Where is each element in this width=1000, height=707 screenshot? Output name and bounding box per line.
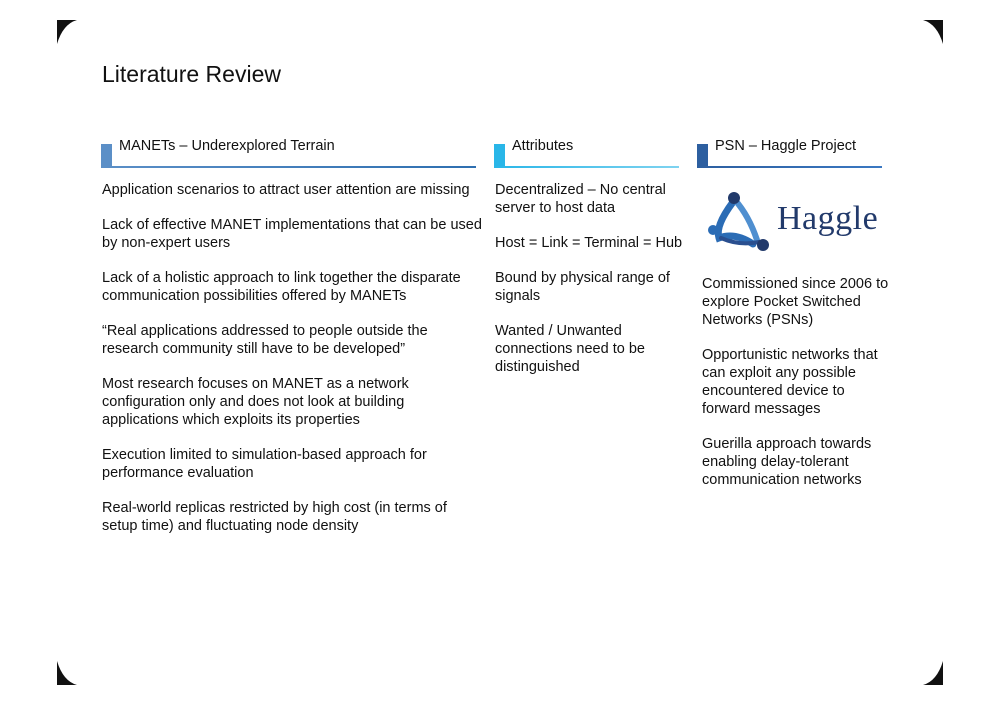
column-heading-manets (101, 138, 476, 168)
corner-mark-top-right-icon (923, 20, 943, 44)
heading-underline (697, 166, 882, 168)
corner-mark-bottom-left-icon (57, 661, 77, 685)
heading-label: PSN – Haggle Project (715, 138, 857, 154)
heading-accent-bar (101, 144, 112, 168)
paragraph: Decentralized – No central server to host data (495, 182, 666, 216)
column-body-psn-haggle (702, 275, 892, 506)
paragraph: Lack of effective MANET implementations that can be used by non-expert users (102, 217, 482, 251)
paragraph: “Real applications addressed to people outside the research community still have to be developed” (102, 323, 428, 357)
paragraph: Guerilla approach towards enabling delay-tolerant communication networks (702, 436, 872, 488)
heading-label: MANETs – Underexplored Terrain (119, 138, 335, 154)
column-heading-psn-haggle (697, 138, 882, 168)
paragraph: Wanted / Unwanted connections need to be distinguished (495, 323, 645, 375)
corner-mark-bottom-right-icon (923, 661, 943, 685)
haggle-logo (705, 186, 879, 256)
paragraph: Host = Link = Terminal = Hub (495, 235, 683, 251)
corner-mark-top-left-icon (57, 20, 77, 44)
heading-label: Attributes (512, 138, 574, 154)
haggle-triangle-logo-icon (705, 186, 775, 256)
heading-accent-bar (494, 144, 505, 168)
paragraph: Bound by physical range of signals (495, 270, 670, 304)
heading-accent-bar (697, 144, 708, 168)
paragraph: Application scenarios to attract user attention are missing (102, 182, 470, 198)
paragraph: Lack of a holistic approach to link together the disparate communication possibilities offered by MANETs (102, 270, 461, 304)
slide-title: Literature Review (102, 61, 281, 87)
heading-underline (101, 166, 476, 168)
paragraph: Real-world replicas restricted by high cost (in terms of setup time) and fluctuating node density (102, 500, 447, 534)
heading-underline (494, 166, 679, 168)
paragraph: Most research focuses on MANET as a network configuration only and does not look at building applications which exploits its properties (102, 376, 409, 428)
paragraph: Commissioned since 2006 to explore Pocket Switched Networks (PSNs) (702, 276, 889, 328)
column-heading-attributes (494, 138, 679, 168)
paragraph: Execution limited to simulation-based approach for performance evaluation (102, 447, 427, 481)
haggle-logo-word: Haggle (777, 200, 879, 237)
paragraph: Opportunistic networks that can exploit any possible encountered device to forward messages (702, 347, 878, 417)
column-body-manets (102, 181, 482, 552)
column-body-attributes (495, 181, 690, 393)
